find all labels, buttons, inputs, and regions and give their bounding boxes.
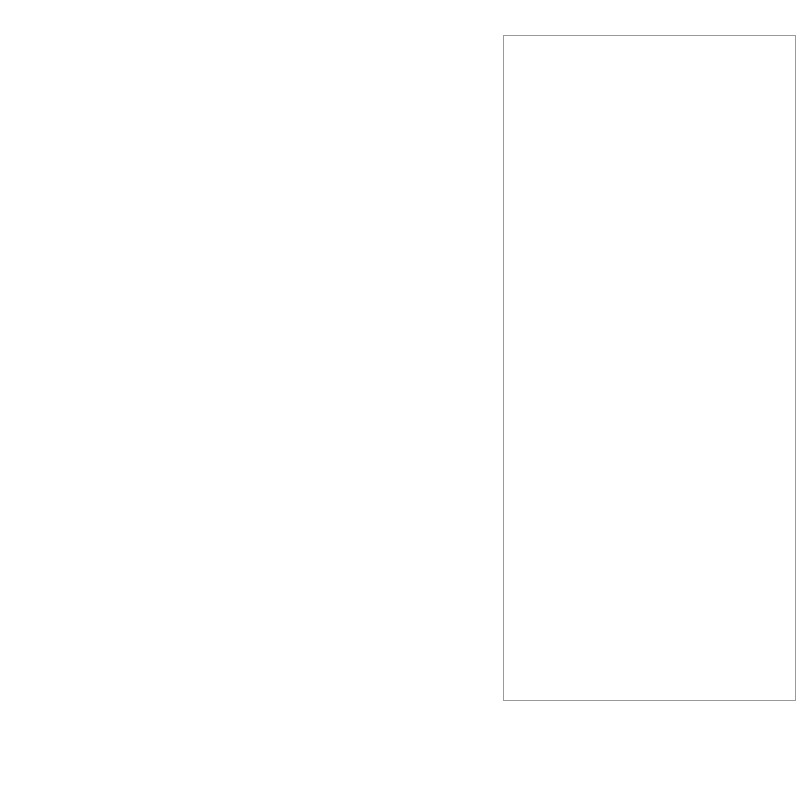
note-box [503, 35, 796, 701]
